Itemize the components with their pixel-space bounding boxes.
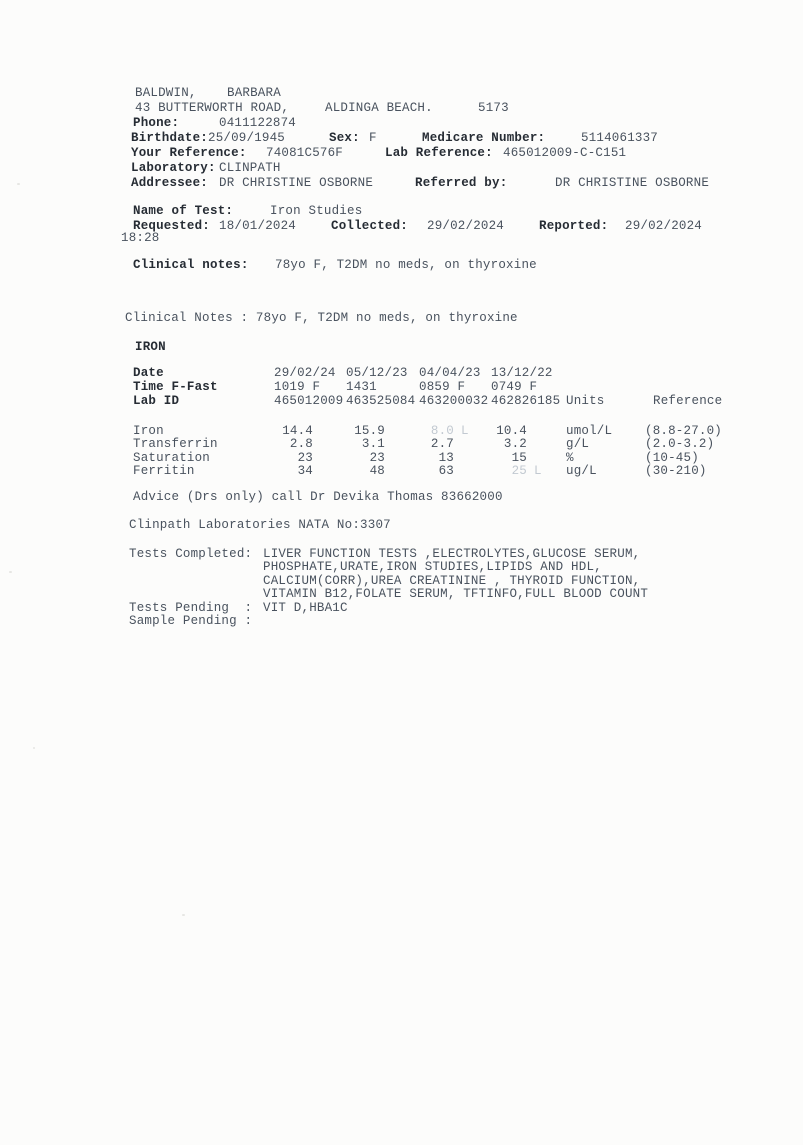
analyte-name: Iron [133, 424, 164, 438]
units-header: Units [566, 394, 605, 408]
result-reference: (2.0-3.2) [645, 437, 715, 451]
result-value: 25 [511, 464, 527, 478]
patient-address-line [0, 101, 803, 115]
addressee-label: Addressee: [131, 176, 209, 190]
result-value: 23 [369, 451, 385, 465]
clinical-notes-value: 78yo F, T2DM no meds, on thyroxine [275, 258, 537, 272]
reported-time-value: 18:28 [121, 231, 160, 245]
tests-completed-line-1 [0, 547, 803, 561]
patient-first-name: BARBARA [227, 86, 281, 100]
birthdate-value: 25/09/1945 [208, 131, 286, 145]
referred-by-value: DR CHRISTINE OSBORNE [555, 176, 710, 190]
tests-completed-text: VITAMIN B12,FOLATE SERUM, TFTINFO,FULL BLOOD COUNT [263, 587, 649, 601]
time-col-1: 1019 F [274, 380, 321, 394]
result-value: 2.7 [430, 437, 454, 451]
sample-pending-label: Sample Pending : [129, 614, 253, 628]
result-units: umol/L [566, 424, 613, 438]
clinical-notes-repeat: Clinical Notes : 78yo F, T2DM no meds, on thyroxine [125, 311, 518, 325]
laboratory-line [0, 161, 803, 175]
result-value: 10.4 [496, 424, 527, 438]
patient-suburb: ALDINGA BEACH. [325, 101, 433, 115]
scan-speckle [33, 747, 35, 749]
requested-label: Requested: [133, 219, 211, 233]
patient-name-line [0, 86, 803, 100]
tests-completed-text: PHOSPHATE,URATE,IRON STUDIES,LIPIDS AND HDL, [263, 560, 602, 574]
tests-pending-label: Tests Pending : [129, 601, 253, 615]
medicare-label: Medicare Number: [422, 131, 546, 145]
result-row-iron [0, 424, 803, 438]
labid-col-1: 465012009 [274, 394, 344, 408]
result-units: % [566, 451, 574, 465]
result-flag: L [534, 464, 542, 478]
your-reference-label: Your Reference: [131, 146, 247, 160]
section-title-line [0, 340, 803, 354]
time-row [0, 380, 803, 394]
result-value: 13 [438, 451, 454, 465]
collected-value: 29/02/2024 [427, 219, 505, 233]
reported-label: Reported: [539, 219, 609, 233]
your-reference-value: 74081C576F [266, 146, 344, 160]
date-col-4: 13/12/22 [491, 366, 553, 380]
labid-col-2: 463525084 [346, 394, 416, 408]
labid-col-3: 463200032 [419, 394, 489, 408]
tests-pending-line [0, 601, 803, 615]
labid-row-label: Lab ID [133, 394, 180, 408]
result-value: 34 [297, 464, 313, 478]
sex-label: Sex: [329, 131, 360, 145]
addressee-value: DR CHRISTINE OSBORNE [219, 176, 374, 190]
result-row-saturation [0, 451, 803, 465]
medicare-value: 5114061337 [581, 131, 659, 145]
name-of-test-label: Name of Test: [133, 204, 234, 218]
laboratory-value: CLINPATH [219, 161, 281, 175]
clinical-notes-line [0, 258, 803, 272]
result-value: 15 [511, 451, 527, 465]
result-reference: (30-210) [645, 464, 707, 478]
advice-line [0, 490, 803, 504]
result-value: 63 [438, 464, 454, 478]
time-col-3: 0859 F [419, 380, 466, 394]
lab-reference-value: 465012009-C-C151 [503, 146, 627, 160]
time-col-4: 0749 F [491, 380, 538, 394]
clinical-notes-repeat-line [0, 311, 803, 325]
referred-by-label: Referred by: [415, 176, 508, 190]
date-row [0, 366, 803, 380]
tests-completed-text: CALCIUM(CORR),UREA CREATININE , THYROID FUNCTION, [263, 574, 641, 588]
tests-completed-line-4 [0, 587, 803, 601]
result-units: g/L [566, 437, 590, 451]
result-value: 3.2 [503, 437, 527, 451]
test-name-line [0, 204, 803, 218]
advice-text: Advice (Drs only) call Dr Devika Thomas 83662000 [133, 490, 503, 504]
result-units: ug/L [566, 464, 597, 478]
result-flag: L [461, 424, 469, 438]
sample-pending-line [0, 614, 803, 628]
tests-completed-line-2 [0, 560, 803, 574]
result-reference: (10-45) [645, 451, 699, 465]
reference-line [0, 146, 803, 160]
date-row-label: Date [133, 366, 164, 380]
labid-row [0, 394, 803, 408]
reported-time-line [0, 231, 803, 245]
reported-value: 29/02/2024 [625, 219, 703, 233]
result-value: 15.9 [354, 424, 385, 438]
reference-header: Reference [653, 394, 723, 408]
phone-value: 0411122874 [219, 116, 297, 130]
date-col-3: 04/04/23 [419, 366, 481, 380]
nata-line [0, 518, 803, 532]
tests-completed-text: LIVER FUNCTION TESTS ,ELECTROLYTES,GLUCOSE SERUM, [263, 547, 641, 561]
laboratory-label: Laboratory: [131, 161, 216, 175]
addressee-line [0, 176, 803, 190]
result-value: 14.4 [282, 424, 313, 438]
clinical-notes-label: Clinical notes: [133, 258, 249, 272]
tests-pending-value: VIT D,HBA1C [263, 601, 348, 615]
name-of-test-value: Iron Studies [270, 204, 363, 218]
time-row-label: Time F-Fast [133, 380, 218, 394]
nata-text: Clinpath Laboratories NATA No:3307 [129, 518, 391, 532]
analyte-name: Ferritin [133, 464, 195, 478]
result-value: 23 [297, 451, 313, 465]
patient-street: 43 BUTTERWORTH ROAD, [135, 101, 290, 115]
result-value: 2.8 [289, 437, 313, 451]
result-value: 8.0 [430, 424, 454, 438]
phone-line [0, 116, 803, 130]
analyte-name: Saturation [133, 451, 211, 465]
collected-label: Collected: [331, 219, 409, 233]
section-title: IRON [135, 340, 166, 354]
requested-value: 18/01/2024 [219, 219, 297, 233]
patient-last-name: BALDWIN, [135, 86, 197, 100]
result-row-ferritin [0, 464, 803, 478]
analyte-name: Transferrin [133, 437, 218, 451]
result-value: 48 [369, 464, 385, 478]
result-row-transferrin [0, 437, 803, 451]
result-value: 3.1 [361, 437, 385, 451]
sex-value: F [369, 131, 377, 145]
patient-postcode: 5173 [478, 101, 509, 115]
date-col-1: 29/02/24 [274, 366, 336, 380]
lab-reference-label: Lab Reference: [385, 146, 493, 160]
phone-label: Phone: [133, 116, 180, 130]
birthdate-label: Birthdate: [131, 131, 209, 145]
tests-completed-label: Tests Completed: [129, 547, 253, 561]
date-col-2: 05/12/23 [346, 366, 408, 380]
tests-completed-line-3 [0, 574, 803, 588]
result-reference: (8.8-27.0) [645, 424, 723, 438]
labid-col-4: 462826185 [491, 394, 561, 408]
birthdate-line [0, 131, 803, 145]
scan-speckle [182, 914, 185, 916]
time-col-2: 1431 [346, 380, 377, 394]
